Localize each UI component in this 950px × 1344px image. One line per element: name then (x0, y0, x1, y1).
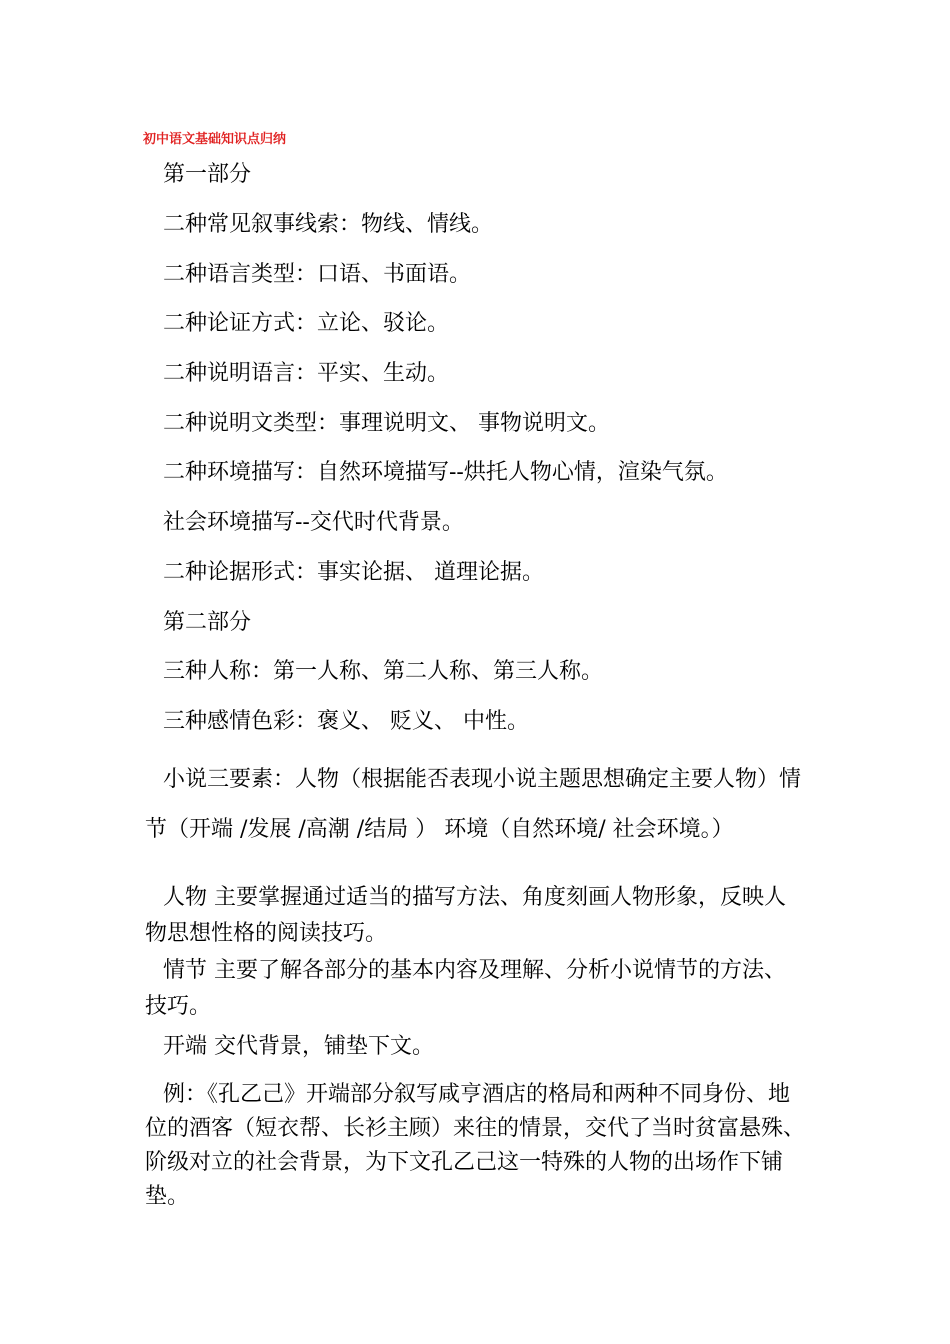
document-header-title: 初中语文基础知识点归纳 (143, 132, 287, 147)
text-line: 二种论据形式：事实论据、 道理论据。 (163, 560, 544, 585)
text-line: 二种语言类型：口语、书面语。 (163, 262, 472, 287)
paragraph-opening: 开端 交代背景，铺垫下文。 (163, 1034, 434, 1059)
paragraph-character: 人物 主要掌握通过适当的描写方法、角度刻画人物形象，反映人物思想性格的阅读技巧。 (145, 885, 786, 946)
text-line: 二种说明语言：平实、生动。 (163, 361, 450, 386)
section-heading-part-two: 第二部分 (163, 610, 252, 635)
paragraph-example: 例：《孔乙己》开端部分叙写咸亨酒店的格局和两种不同身份、地位的酒客（短衣帮、长衫主顾）来往的情景，交代了当时贫富悬殊、阶级对立的社会背景，为下文孔乙己这一特殊的人物的出场作下铺垫。 (145, 1082, 806, 1209)
paragraph-plot: 情节 主要了解各部分的基本内容及理解、分析小说情节的方法、技巧。 (145, 958, 786, 1019)
section-heading-part-one: 第一部分 (163, 162, 252, 187)
text-line: 三种人称：第一人称、第二人称、第三人称。 (163, 659, 604, 684)
text-line: 三种感情色彩：褒义、 贬义、 中性。 (163, 709, 529, 734)
text-line: 二种说明文类型：事理说明文、 事物说明文。 (163, 411, 610, 436)
text-line: 二种常见叙事线索：物线、情线。 (163, 212, 494, 237)
paragraph-novel-elements: 小说三要素：人物（根据能否表现小说主题思想确定主要人物）情节（开端 /发展 /高潮 /结局 ） 环境（自然环境/ 社会环境。） (145, 767, 802, 842)
text-line: 二种环境描写：自然环境描写--烘托人物心情，渲染气氛。 (163, 460, 728, 485)
text-line: 二种论证方式：立论、驳论。 (163, 311, 450, 336)
text-line: 社会环境描写--交代时代背景。 (163, 510, 464, 535)
